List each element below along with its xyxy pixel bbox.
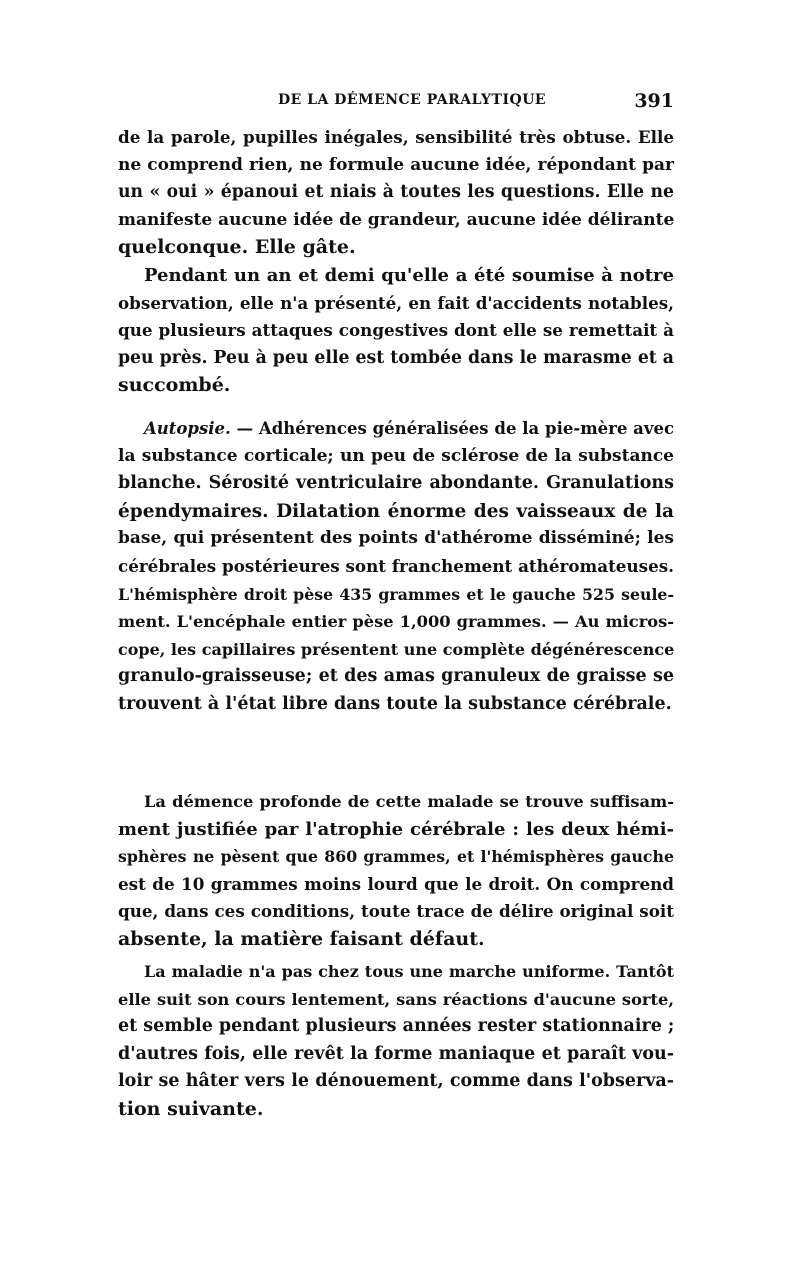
text-line: et semble pendant plusieurs années rester stationnaire ; bbox=[118, 1016, 675, 1037]
text-line: cope, les capillaires présentent une complète dégénérescence bbox=[118, 639, 675, 659]
paragraph-continuation bbox=[118, 124, 674, 262]
text-line: cérébrales postérieures sont franchement athéromateuses. bbox=[118, 555, 674, 576]
autopsy-first-line bbox=[118, 415, 674, 443]
text-line: ment justifiée par l'atrophie cérébrale : les deux hémi- bbox=[118, 818, 674, 840]
text-line: La maladie n'a pas chez tous une marche uniforme. Tantôt bbox=[144, 962, 674, 981]
text-line: peu près. Peu à peu elle est tombée dans le marasme et a bbox=[118, 347, 674, 368]
running-head bbox=[118, 92, 674, 116]
text-line: ne comprend rien, ne formule aucune idée, répondant par bbox=[118, 154, 674, 175]
paragraph-observation bbox=[118, 262, 674, 400]
text-line: elle suit son cours lentement, sans réactions d'aucune sorte, bbox=[118, 989, 674, 1009]
text-line: d'autres fois, elle revêt la forme maniaque et paraît vou- bbox=[118, 1043, 674, 1064]
paragraph-autopsy bbox=[118, 415, 674, 719]
text-line: la substance corticale; un peu de sclérose de la substance bbox=[118, 445, 674, 466]
paragraph-progression bbox=[118, 958, 674, 1124]
text-line: quelconque. Elle gâte. bbox=[118, 236, 356, 259]
text-line: blanche. Sérosité ventriculaire abondante. Granulations bbox=[118, 473, 674, 494]
text-line: trouvent à l'état libre dans toute la substance cérébrale. bbox=[118, 693, 672, 714]
text-line: de la parole, pupilles inégales, sensibilité très obtuse. Elle bbox=[118, 127, 674, 147]
text-line: ment. L'encéphale entier pèse 1,000 grammes. — Au micros- bbox=[118, 612, 674, 632]
text-line: est de 10 grammes moins lourd que le droit. On comprend bbox=[118, 873, 674, 894]
text-line: manifeste aucune idée de grandeur, aucune idée délirante bbox=[118, 209, 675, 230]
text-line: un « oui » épanoui et niais à toutes les questions. Elle ne bbox=[118, 182, 674, 203]
paragraph-dementia bbox=[118, 788, 674, 954]
text-line: L'hémisphère droit pèse 435 grammes et le gauche 525 seule- bbox=[118, 584, 674, 604]
text-line: succombé. bbox=[118, 374, 231, 397]
text-line: granulo-graisseuse; et des amas granuleux de graisse se bbox=[118, 666, 674, 687]
text-line: Pendant un an et demi qu'elle a été soumise à notre bbox=[144, 265, 674, 286]
text-line: base, qui présentent des points d'athérome disséminé; les bbox=[118, 528, 674, 549]
text-line: La démence profonde de cette malade se trouve suffisam- bbox=[144, 792, 674, 811]
page-number: 391 bbox=[634, 90, 674, 112]
text-line: absente, la matière faisant défaut. bbox=[118, 927, 485, 950]
text-line: sphères ne pèsent que 860 grammes, et l'hémisphères gauche bbox=[118, 847, 674, 867]
running-title: DE LA DÉMENCE PARALYTIQUE bbox=[278, 92, 547, 108]
autopsy-label: Autopsie. bbox=[144, 419, 231, 438]
text-line: tion suivante. bbox=[118, 1097, 264, 1120]
text-line: épendymaires. Dilatation énorme des vaisseaux de la bbox=[118, 500, 674, 522]
autopsy-first-text: — Adhérences généralisées de la pie-mère avec bbox=[230, 419, 674, 438]
text-line: observation, elle n'a présenté, en fait d'accidents notables, bbox=[118, 292, 674, 313]
text-line: que plusieurs attaques congestives dont elle se remettait à bbox=[118, 320, 674, 341]
text-line: que, dans ces conditions, toute trace de délire original soit bbox=[118, 901, 674, 922]
text-line: loir se hâter vers le dénouement, comme dans l'observa- bbox=[118, 1071, 674, 1092]
